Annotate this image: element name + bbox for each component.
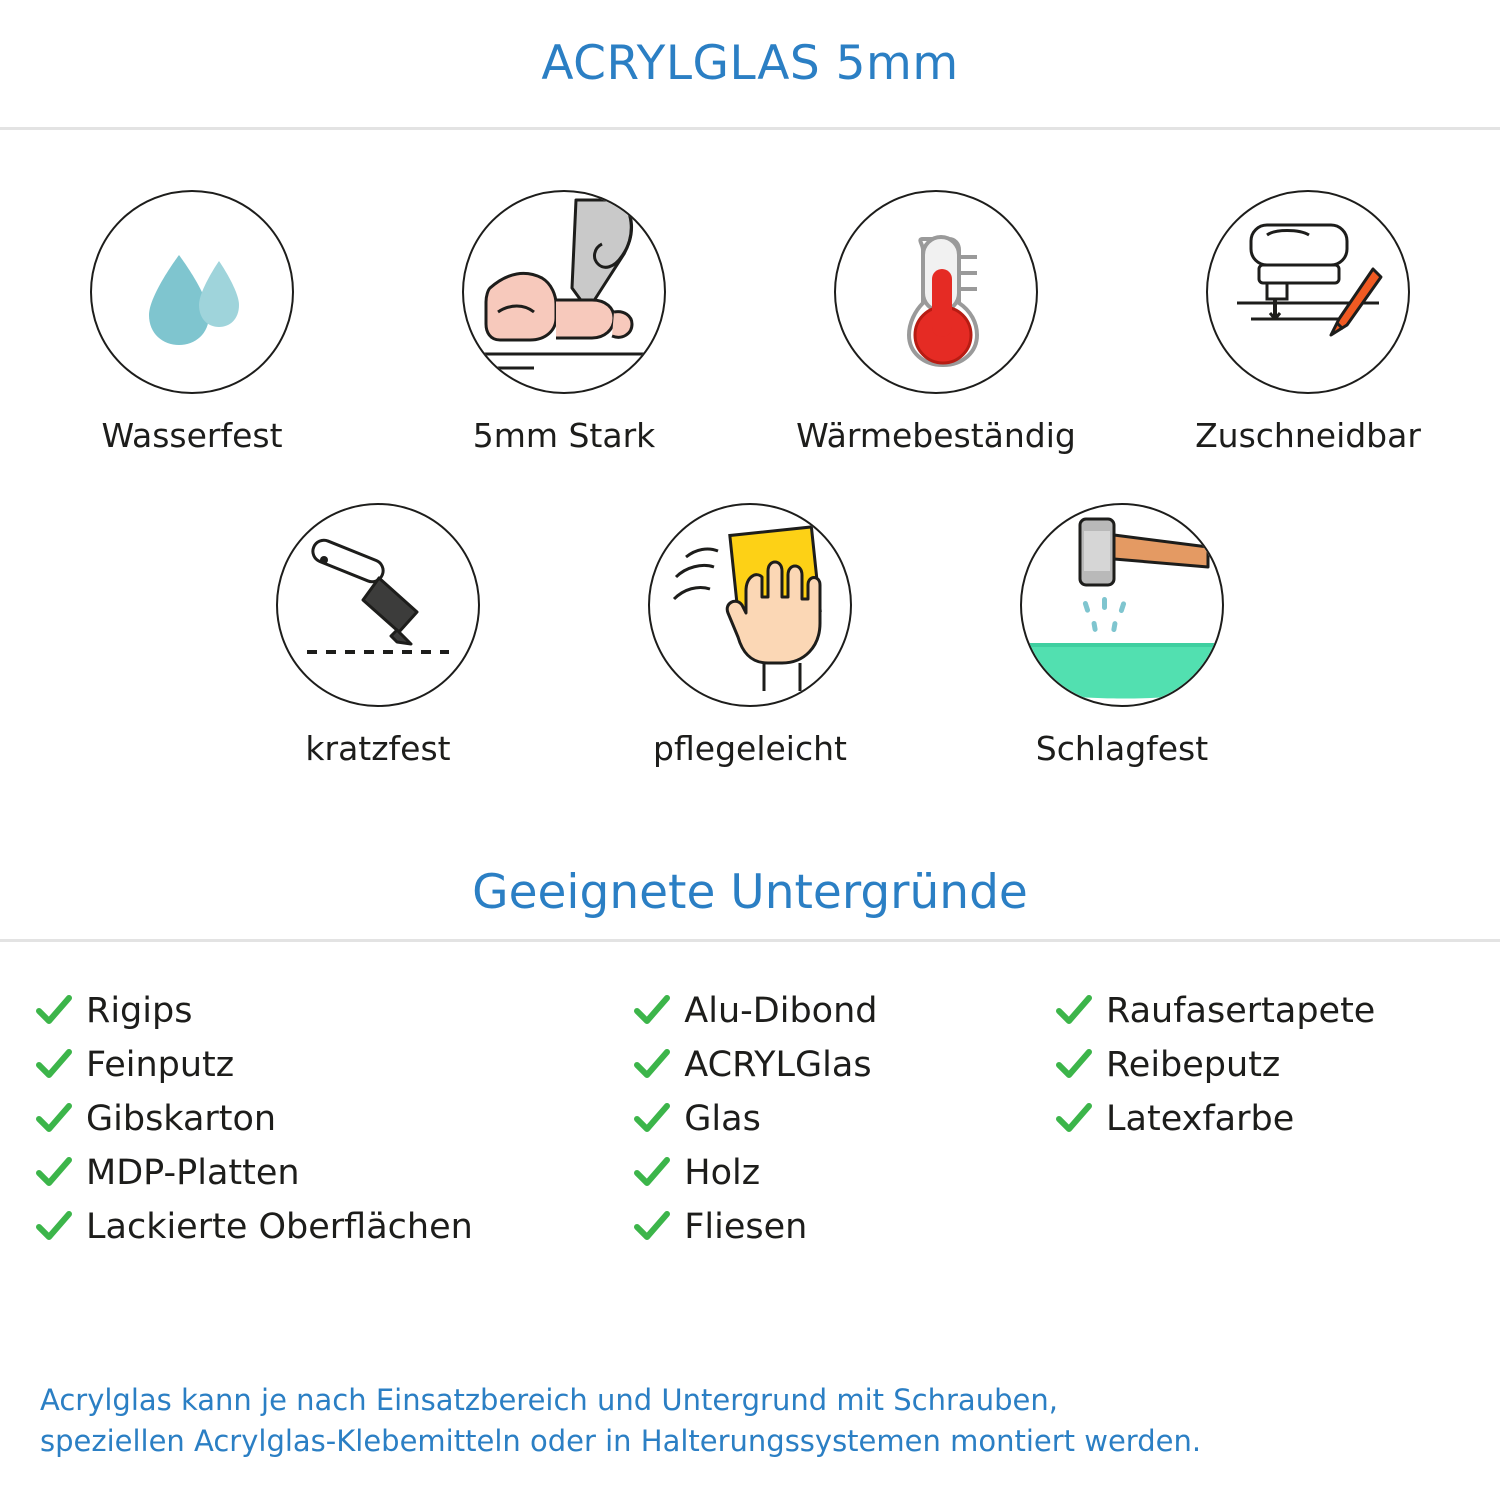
knife-scratch-icon — [293, 520, 463, 690]
substrates-title: Geeignete Untergründe — [472, 865, 1028, 920]
check-icon — [34, 1153, 74, 1193]
footer-line-1: Acrylglas kann je nach Einsatzbereich und Untergrund mit Schrauben, — [40, 1382, 1058, 1417]
feature-label: Wasserfest — [101, 416, 283, 455]
water-drops-icon — [117, 217, 267, 367]
substrates-header — [0, 846, 1500, 942]
substrates-column-3 — [1054, 984, 1466, 1254]
feature-icon-circle — [276, 503, 480, 707]
feature-icon-circle — [1206, 190, 1410, 394]
list-item-label: Glas — [684, 1099, 761, 1139]
feature-wasserfest — [52, 190, 332, 455]
list-item-label: Fliesen — [684, 1207, 808, 1247]
footer-line-2: speziellen Acrylglas-Klebemitteln oder in Halterungssystemen montiert werden. — [40, 1423, 1202, 1458]
cleaning-hand-cloth-icon — [650, 505, 850, 705]
list-item — [34, 984, 632, 1038]
feature-label: Zuschneidbar — [1195, 416, 1421, 455]
list-item — [632, 1092, 1054, 1146]
check-icon — [632, 1099, 672, 1139]
footer-note — [40, 1380, 1460, 1462]
list-item — [34, 1092, 632, 1146]
list-item — [632, 1038, 1054, 1092]
page-title: ACRYLGLAS 5mm — [541, 36, 959, 91]
substrates-list — [0, 942, 1500, 1254]
feature-row-2 — [0, 503, 1500, 768]
list-item-label: Raufasertapete — [1106, 991, 1376, 1031]
list-item — [34, 1146, 632, 1200]
feature-icon-circle — [462, 190, 666, 394]
list-item — [632, 1146, 1054, 1200]
check-icon — [632, 1207, 672, 1247]
feature-zuschneidbar — [1168, 190, 1448, 455]
list-item — [1054, 984, 1466, 1038]
jigsaw-cutter-icon — [1223, 207, 1393, 377]
list-item — [632, 1200, 1054, 1254]
list-item — [34, 1038, 632, 1092]
substrates-column-1 — [34, 984, 632, 1254]
strong-arm-icon — [464, 192, 664, 392]
features-section — [0, 130, 1500, 768]
check-icon — [632, 991, 672, 1031]
check-icon — [1054, 991, 1094, 1031]
check-icon — [632, 1045, 672, 1085]
check-icon — [34, 1099, 74, 1139]
list-item-label: Holz — [684, 1153, 761, 1193]
list-item-label: Reibeputz — [1106, 1045, 1281, 1085]
feature-icon-circle — [90, 190, 294, 394]
list-item-label: Feinputz — [86, 1045, 235, 1085]
list-item-label: MDP-Platten — [86, 1153, 300, 1193]
check-icon — [632, 1153, 672, 1193]
list-item — [1054, 1038, 1466, 1092]
feature-waermebestaendig — [796, 190, 1076, 455]
list-item-label: Latexfarbe — [1106, 1099, 1295, 1139]
list-item-label: Alu-Dibond — [684, 991, 878, 1031]
list-item — [34, 1200, 632, 1254]
hammer-impact-icon — [1022, 505, 1222, 705]
feature-5mm-stark — [424, 190, 704, 455]
feature-icon-circle — [834, 190, 1038, 394]
check-icon — [1054, 1099, 1094, 1139]
feature-kratzfest — [238, 503, 518, 768]
feature-icon-circle — [648, 503, 852, 707]
list-item — [632, 984, 1054, 1038]
check-icon — [1054, 1045, 1094, 1085]
feature-label: 5mm Stark — [472, 416, 656, 455]
list-item-label: Rigips — [86, 991, 193, 1031]
list-item-label: Gibskarton — [86, 1099, 277, 1139]
substrates-column-2 — [632, 984, 1054, 1254]
thermometer-icon — [861, 217, 1011, 367]
list-item-label: ACRYLGlas — [684, 1045, 872, 1085]
feature-label: pflegeleicht — [653, 729, 847, 768]
feature-pflegeleicht — [610, 503, 890, 768]
feature-icon-circle — [1020, 503, 1224, 707]
list-item — [1054, 1092, 1466, 1146]
feature-row-1 — [0, 190, 1500, 455]
feature-label: kratzfest — [305, 729, 451, 768]
feature-label: Wärmebeständig — [796, 416, 1076, 455]
feature-label: Schlagfest — [1035, 729, 1209, 768]
check-icon — [34, 1207, 74, 1247]
list-item-label: Lackierte Oberflächen — [86, 1207, 473, 1247]
check-icon — [34, 991, 74, 1031]
feature-schlagfest — [982, 503, 1262, 768]
check-icon — [34, 1045, 74, 1085]
header — [0, 0, 1500, 130]
